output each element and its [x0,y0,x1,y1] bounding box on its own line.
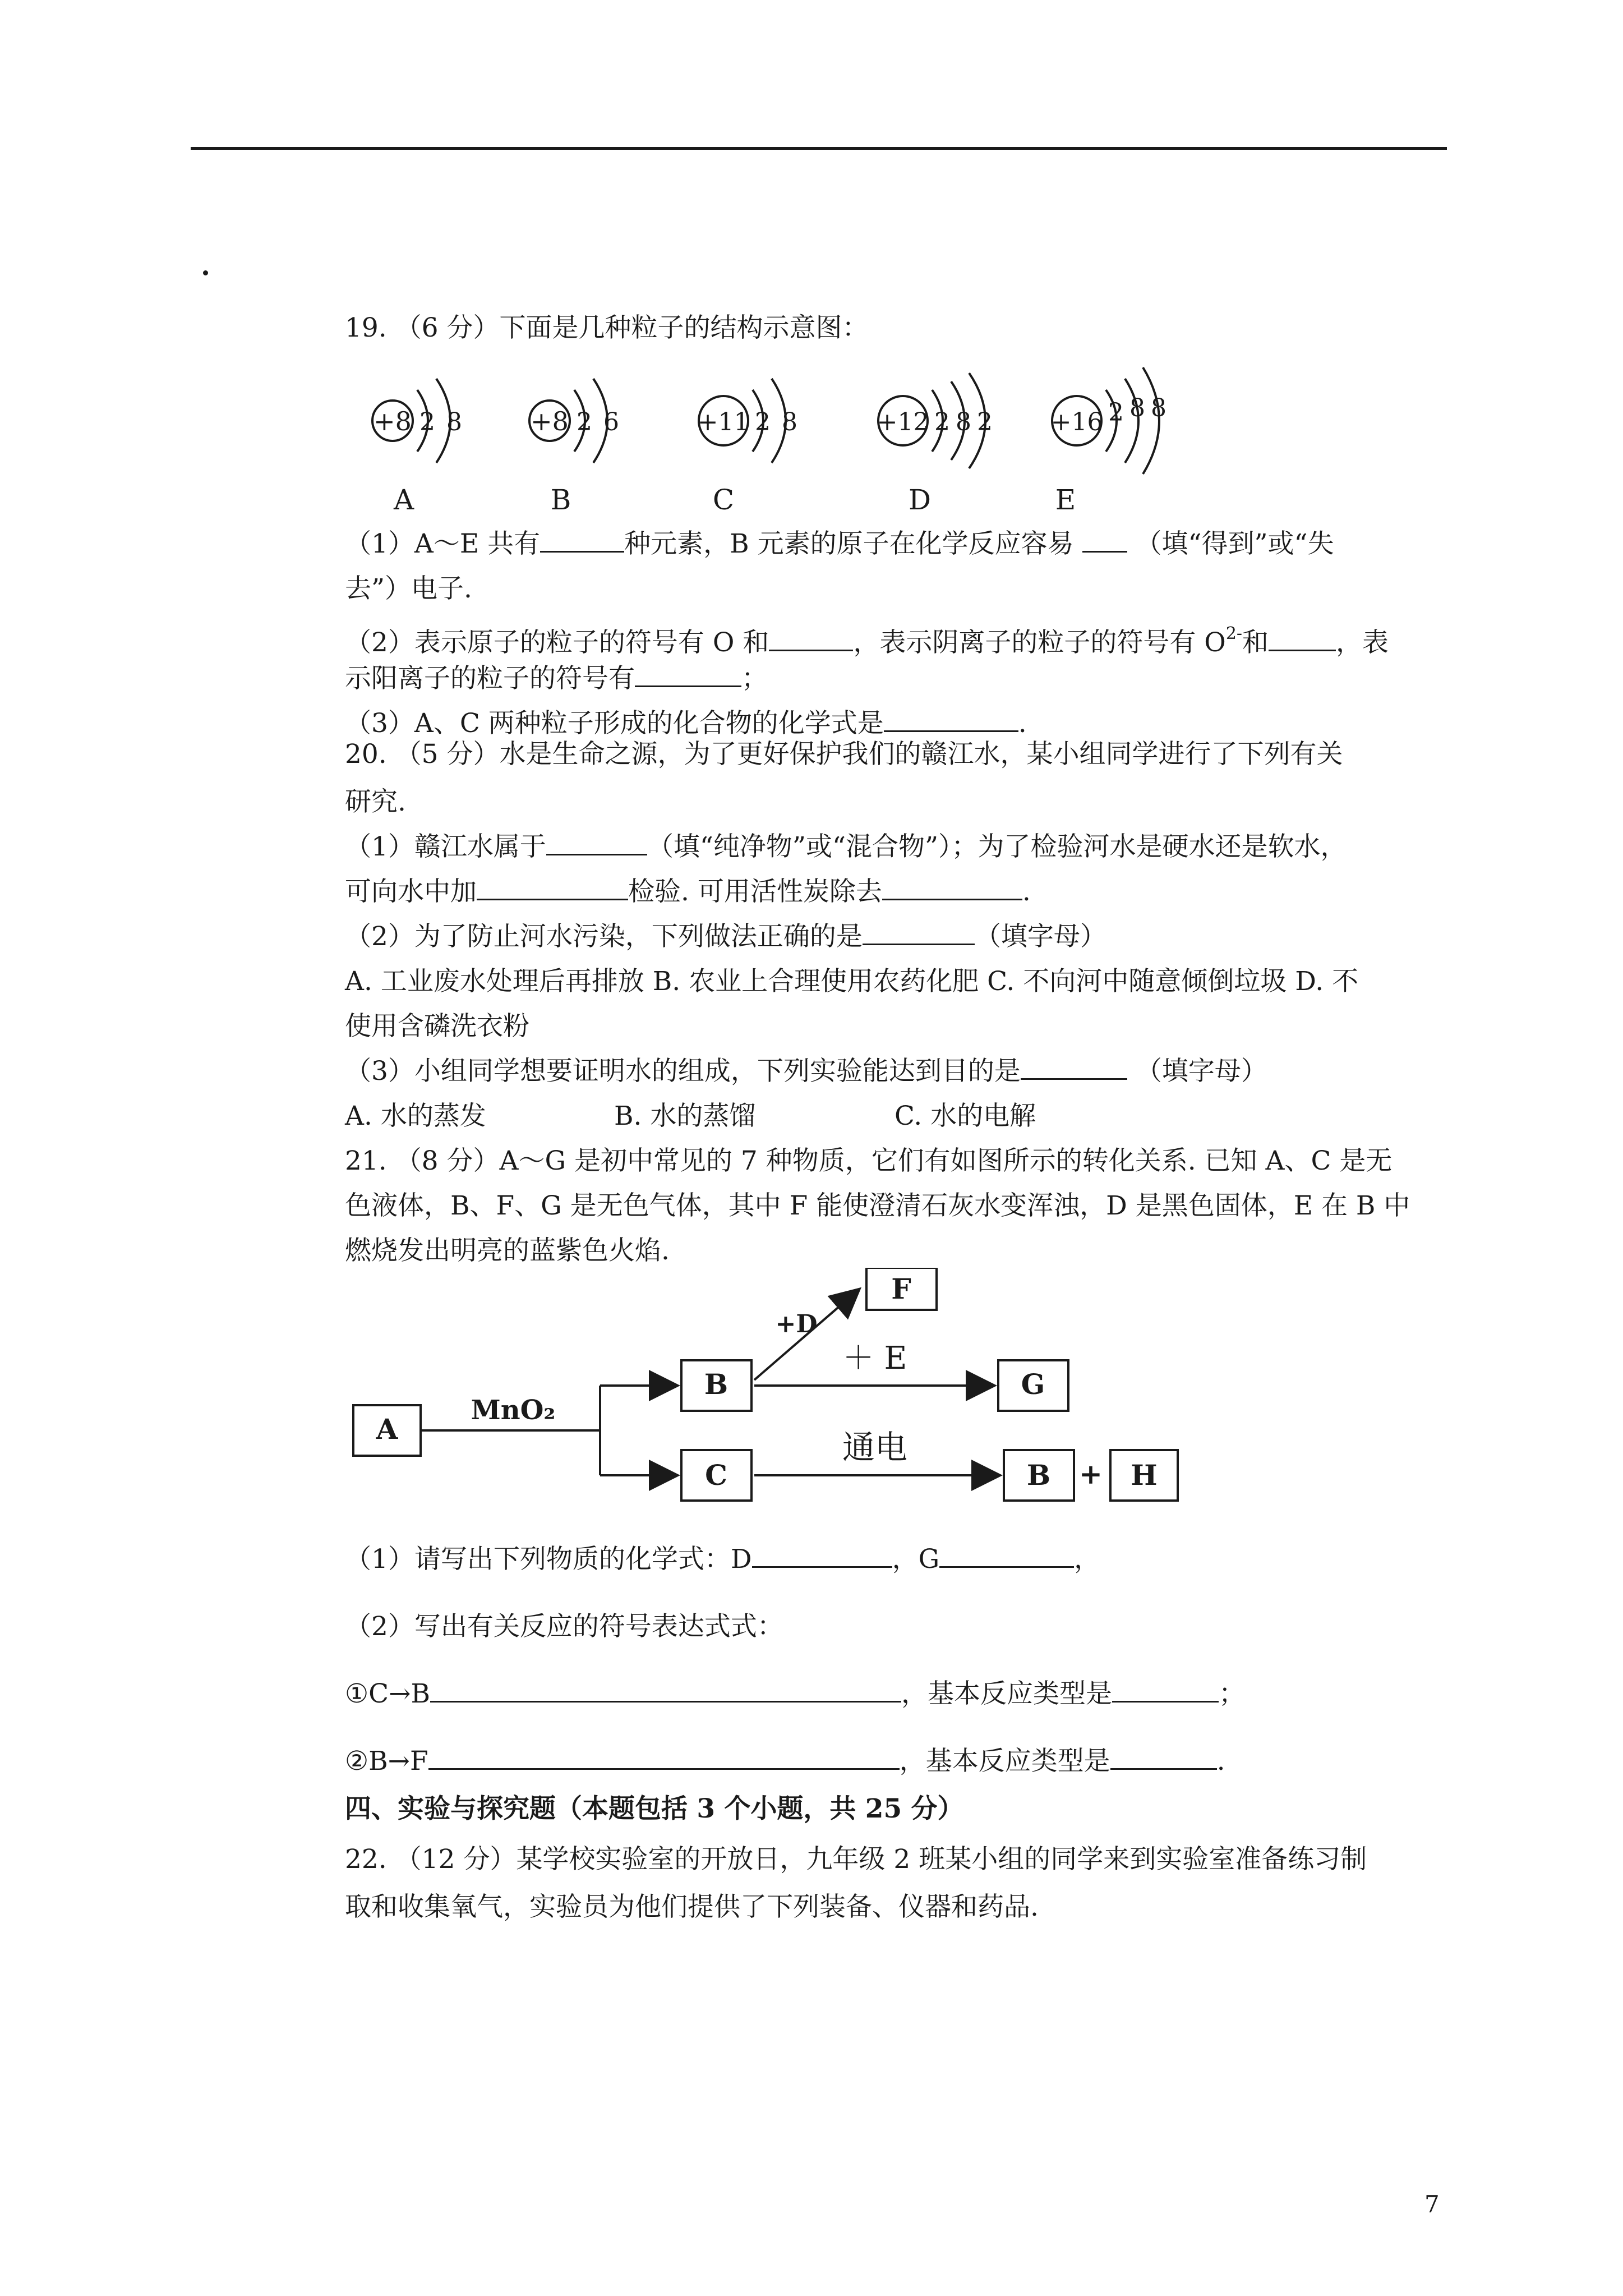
plus-e-label: ＋ E [842,1340,907,1377]
q20-part2-options-cont: 使用含磷洗衣粉 [345,1011,529,1042]
box-a-label: A [376,1412,398,1446]
atom-a [372,379,462,516]
answer-blank[interactable] [939,1543,1074,1568]
answer-blank[interactable] [1112,1677,1219,1703]
answer-blank[interactable] [540,527,624,553]
q21-reaction1: ①C→B ，基本反应类型是 ； [345,1678,1246,1709]
answer-blank[interactable] [1110,1745,1217,1770]
header-rule [191,147,1447,150]
atom-e [1051,367,1166,516]
atom-b [529,379,619,516]
q21-part1: （1）请写出下列物质的化学式：D ，G ， [345,1544,1101,1575]
answer-blank[interactable] [769,626,853,651]
atom-c [698,379,797,516]
q19-title: 19. （6 分）下面是几种粒子的结构示意图： [345,312,869,343]
answer-blank[interactable] [546,830,647,855]
q19-part1-line2: 去”）电子. [345,573,472,604]
stray-dot [203,270,208,275]
q20-title-line2: 研究. [345,786,406,817]
q20-title-line1: 20. （5 分）水是生命之源，为了更好保护我们的赣江水，某小组同学进行了下列有关 [345,739,1343,770]
q22-title-line1: 22. （12 分）某学校实验室的开放日，九年级 2 班某小组的同学来到实验室准备练习制 [345,1844,1367,1875]
page-number: 7 [1424,2191,1440,2218]
box-h-label: H [1131,1458,1158,1492]
shell-count: 6 [603,408,619,436]
option-c: C. 水的电解 [895,1101,1036,1131]
answer-blank[interactable] [882,875,1022,900]
plus-sign: + [1079,1457,1103,1490]
electrolysis-label: 通电 [842,1428,908,1466]
option-a: A. 水的蒸发 [345,1101,486,1131]
shell-count: 2 [977,408,993,436]
q19-part2-line2: 示阳离子的粒子的符号有 ； [345,663,768,694]
plus-d-label: +D [775,1310,818,1338]
q20-part1-line2: 可向水中加 检验. 可用活性炭除去 . [345,876,1031,907]
atom-letter: C [712,484,735,516]
q20-part2-options: A. 工业废水处理后再排放 B. 农业上合理使用农药化肥 C. 不向河中随意倾倒垃圾 D. 不 [345,966,1359,997]
answer-blank[interactable] [752,1543,892,1568]
box-f-label: F [891,1272,911,1305]
shell-count: 8 [1129,394,1145,422]
catalyst-label: MnO₂ [471,1395,556,1426]
shell-count: 8 [446,408,462,436]
answer-blank[interactable] [635,662,741,687]
atom-letter: E [1055,484,1076,516]
answer-blank[interactable] [428,1745,900,1770]
answer-blank[interactable] [863,920,975,945]
nucleus-label: +8 [374,406,412,436]
shell-count: 2 [1108,398,1124,427]
q21-part2: （2）写出有关反应的符号表达式式： [345,1611,783,1642]
section-4-heading: 四、实验与探究题（本题包括 3 个小题，共 25 分） [345,1793,964,1824]
shell-count: 2 [755,408,771,436]
shell-count: 8 [1151,394,1166,422]
shell-count: 8 [956,408,971,436]
nucleus-label: +12 [877,408,929,436]
q20-part3: （3）小组同学想要证明水的组成，下列实验能达到目的是 （填字母） [345,1056,1267,1087]
answer-blank[interactable] [477,875,628,900]
answer-blank[interactable] [1021,1055,1127,1080]
atom-letter: D [908,484,932,516]
shell-count: 8 [782,408,797,436]
atom-letter: B [550,484,571,516]
box-b-product-label: B [1026,1458,1051,1492]
q20-part1-line1: （1）赣江水属于 （填“纯净物”或“混合物”）；为了检验河水是硬水还是软水， [345,831,1347,862]
box-c-label: C [705,1458,727,1492]
answer-blank[interactable] [1082,527,1127,553]
shell-count: 2 [577,408,592,436]
shell-count: 2 [419,408,435,436]
conversion-diagram [336,1268,1211,1537]
answer-blank[interactable] [430,1677,901,1703]
q19-part3: （3）A、C 两种粒子形成的化合物的化学式是 . [345,708,1027,739]
q21-title-line2: 色液体，B、F、G 是无色气体，其中 F 能使澄清石灰水变浑浊，D 是黑色固体，E 在 B 中 [345,1190,1410,1221]
answer-blank[interactable] [1269,626,1336,651]
shell-count: 2 [934,408,950,436]
atom-d [877,373,993,516]
option-b: B. 水的蒸馏 [614,1101,756,1131]
q21-reaction2: ②B→F ，基本反应类型是 . [345,1746,1225,1777]
q21-title-line1: 21. （8 分）A～G 是初中常见的 7 种物质，它们有如图所示的转化关系. 已知 A、C 是无 [345,1145,1393,1176]
nucleus-label: +16 [1050,408,1103,436]
q19-part2-line1: （2）表示原子的粒子的符号有 O 和 ，表示阴离子的粒子的符号有 $O^{2-}$和 ，表 [345,624,1389,658]
q22-title-line2: 取和收集氧气，实验员为他们提供了下列装备、仪器和药品. [345,1892,1039,1922]
q19-part1-line1: （1）A～E 共有 种元素，B 元素的原子在化学反应容易 （填“得到”或“失 [345,528,1334,559]
box-b-label: B [704,1368,728,1401]
box-g-label: G [1021,1368,1045,1401]
answer-blank[interactable] [884,707,1018,732]
atom-structure-diagrams [336,348,1211,516]
atom-letter: A [393,484,414,516]
q20-part3-options [345,1099,1467,1133]
nucleus-label: +8 [531,406,569,436]
q21-title-line3: 燃烧发出明亮的蓝紫色火焰. [345,1235,670,1266]
nucleus-label: +11 [697,408,750,436]
q20-part2: （2）为了防止河水污染，下列做法正确的是 （填字母） [345,921,1106,952]
